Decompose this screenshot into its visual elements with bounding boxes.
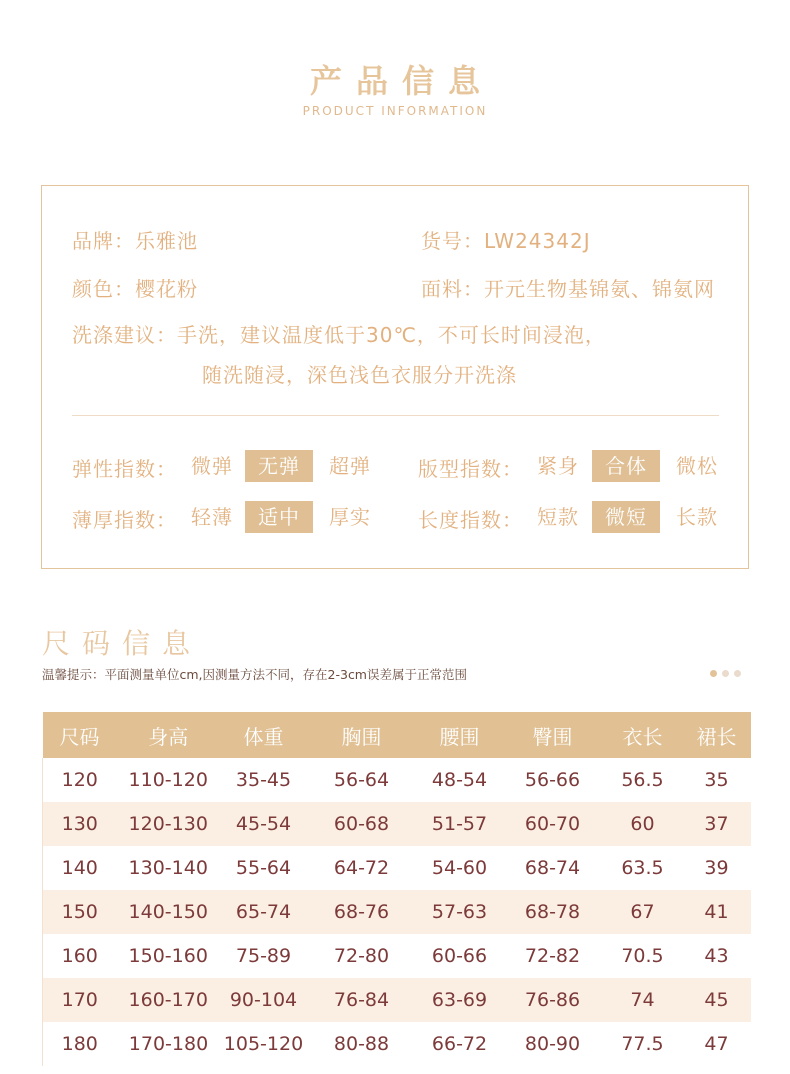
table-cell: 66-72 bbox=[417, 1022, 503, 1066]
table-cell: 67 bbox=[603, 890, 683, 934]
table-cell: 77.5 bbox=[603, 1022, 683, 1066]
size-section-title: 尺码信息 bbox=[42, 627, 203, 660]
table-cell: 68-76 bbox=[307, 890, 417, 934]
table-cell: 60 bbox=[603, 802, 683, 846]
table-cell: 140 bbox=[43, 846, 117, 890]
table-cell: 56-66 bbox=[503, 758, 603, 802]
column-header: 身高 bbox=[117, 712, 221, 758]
table-cell: 72-80 bbox=[307, 934, 417, 978]
table-cell: 170 bbox=[43, 978, 117, 1022]
column-header: 体重 bbox=[221, 712, 307, 758]
fit-option-selected: 合体 bbox=[592, 450, 660, 482]
table-cell: 57-63 bbox=[417, 890, 503, 934]
table-cell: 75-89 bbox=[221, 934, 307, 978]
elasticity-option: 超弹 bbox=[329, 454, 371, 478]
table-cell: 45 bbox=[683, 978, 751, 1022]
thickness-option: 轻薄 bbox=[191, 505, 233, 529]
table-row bbox=[43, 978, 751, 1022]
dot bbox=[722, 670, 729, 677]
table-cell: 60-68 bbox=[307, 802, 417, 846]
table-cell: 80-90 bbox=[503, 1022, 603, 1066]
wash-advice-text: 洗涤建议：手洗，建议温度低于30℃，不可长时间浸泡， bbox=[72, 323, 606, 347]
table-row bbox=[43, 890, 751, 934]
wash-advice-text-2: 随洗随浸，深色浅色衣服分开洗涤 bbox=[202, 363, 517, 387]
color-text: 颜色：樱花粉 bbox=[72, 277, 198, 301]
table-cell: 110-120 bbox=[117, 758, 221, 802]
length-option-selected: 微短 bbox=[592, 501, 660, 533]
thickness-option: 厚实 bbox=[329, 505, 371, 529]
fit-option: 紧身 bbox=[537, 454, 579, 478]
table-cell: 56.5 bbox=[603, 758, 683, 802]
table-cell: 65-74 bbox=[221, 890, 307, 934]
length-option: 长款 bbox=[676, 505, 718, 529]
table-cell: 56-64 bbox=[307, 758, 417, 802]
table-cell: 63.5 bbox=[603, 846, 683, 890]
elasticity-option: 微弹 bbox=[191, 454, 233, 478]
table-cell: 63-69 bbox=[417, 978, 503, 1022]
table-row bbox=[43, 1022, 751, 1066]
table-cell: 160-170 bbox=[117, 978, 221, 1022]
table-cell: 41 bbox=[683, 890, 751, 934]
table-cell: 37 bbox=[683, 802, 751, 846]
table-cell: 60-70 bbox=[503, 802, 603, 846]
product-info-panel bbox=[41, 185, 749, 569]
table-cell: 72-82 bbox=[503, 934, 603, 978]
table-cell: 160 bbox=[43, 934, 117, 978]
table-cell: 76-84 bbox=[307, 978, 417, 1022]
table-cell: 68-78 bbox=[503, 890, 603, 934]
table-cell: 105-120 bbox=[221, 1022, 307, 1066]
divider bbox=[72, 415, 719, 416]
table-cell: 43 bbox=[683, 934, 751, 978]
dot-active bbox=[710, 670, 717, 677]
table-row bbox=[43, 846, 751, 890]
table-cell: 140-150 bbox=[117, 890, 221, 934]
table-cell: 39 bbox=[683, 846, 751, 890]
thickness-option-selected: 适中 bbox=[245, 501, 313, 533]
table-cell: 90-104 bbox=[221, 978, 307, 1022]
column-header: 胸围 bbox=[307, 712, 417, 758]
table-header-row bbox=[43, 712, 751, 758]
fit-label: 版型指数： bbox=[418, 457, 523, 481]
thickness-label: 薄厚指数： bbox=[72, 508, 177, 532]
column-header: 腰围 bbox=[417, 712, 503, 758]
page-title: 产品信息 bbox=[309, 62, 494, 100]
table-cell: 35 bbox=[683, 758, 751, 802]
sku-text: 货号：LW24342J bbox=[421, 229, 591, 253]
length-option: 短款 bbox=[537, 505, 579, 529]
fabric-text: 面料：开元生物基锦氨、锦氨网 bbox=[421, 277, 715, 301]
table-cell: 130 bbox=[43, 802, 117, 846]
table-cell: 74 bbox=[603, 978, 683, 1022]
table-cell: 170-180 bbox=[117, 1022, 221, 1066]
elasticity-option-selected: 无弹 bbox=[245, 450, 313, 482]
column-header: 衣长 bbox=[603, 712, 683, 758]
table-cell: 130-140 bbox=[117, 846, 221, 890]
table-cell: 55-64 bbox=[221, 846, 307, 890]
table-cell: 80-88 bbox=[307, 1022, 417, 1066]
table-cell: 76-86 bbox=[503, 978, 603, 1022]
fit-option: 微松 bbox=[676, 454, 718, 478]
table-row bbox=[43, 934, 751, 978]
length-label: 长度指数： bbox=[418, 508, 523, 532]
dot bbox=[734, 670, 741, 677]
column-header: 尺码 bbox=[43, 712, 117, 758]
table-cell: 51-57 bbox=[417, 802, 503, 846]
table-cell: 47 bbox=[683, 1022, 751, 1066]
table-cell: 45-54 bbox=[221, 802, 307, 846]
column-header: 臀围 bbox=[503, 712, 603, 758]
table-cell: 150-160 bbox=[117, 934, 221, 978]
table-cell: 68-74 bbox=[503, 846, 603, 890]
table-cell: 35-45 bbox=[221, 758, 307, 802]
size-tip: 温馨提示：平面测量单位cm,因测量方法不同，存在2-3cm误差属于正常范围 bbox=[42, 667, 467, 682]
table-cell: 120 bbox=[43, 758, 117, 802]
table-cell: 150 bbox=[43, 890, 117, 934]
table-cell: 48-54 bbox=[417, 758, 503, 802]
size-table bbox=[42, 712, 751, 1066]
table-cell: 180 bbox=[43, 1022, 117, 1066]
brand-text: 品牌：乐雅池 bbox=[72, 229, 198, 253]
table-cell: 70.5 bbox=[603, 934, 683, 978]
table-cell: 64-72 bbox=[307, 846, 417, 890]
elasticity-label: 弹性指数： bbox=[72, 457, 177, 481]
page-subtitle: PRODUCT INFORMATION bbox=[302, 104, 488, 118]
table-cell: 54-60 bbox=[417, 846, 503, 890]
table-cell: 60-66 bbox=[417, 934, 503, 978]
table-cell: 120-130 bbox=[117, 802, 221, 846]
table-row bbox=[43, 758, 751, 802]
table-row bbox=[43, 802, 751, 846]
column-header: 裙长 bbox=[683, 712, 751, 758]
